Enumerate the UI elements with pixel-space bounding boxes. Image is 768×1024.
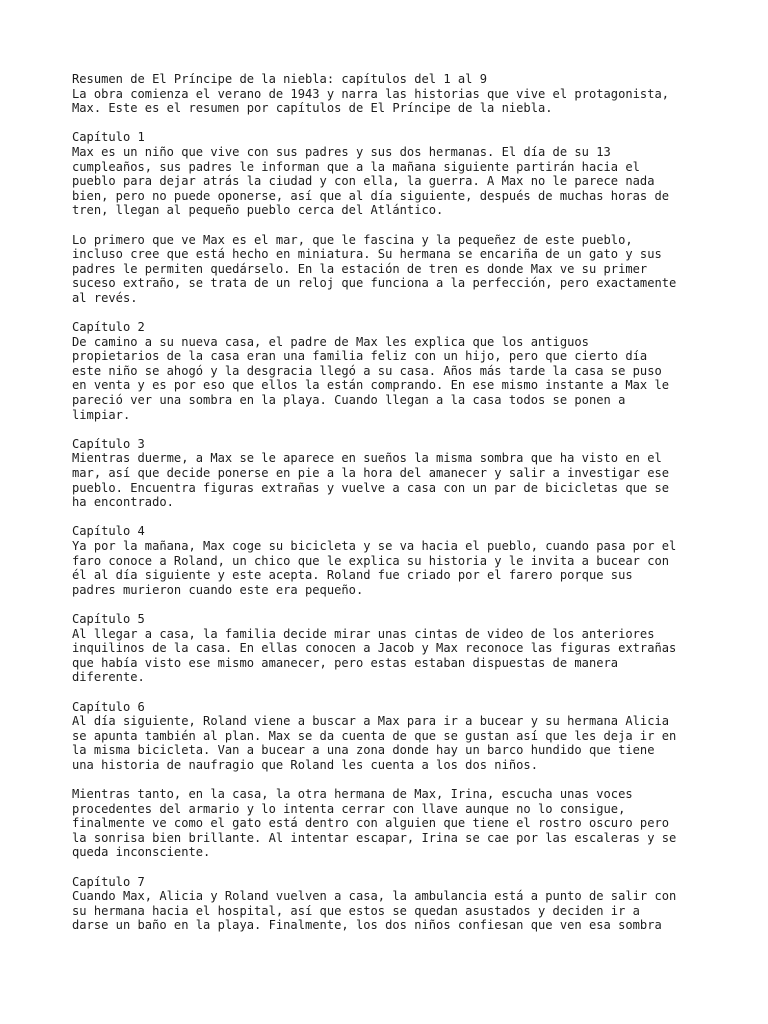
text-block — [72, 700, 712, 773]
text-line: darse un baño en la playa. Finalmente, los dos niños confiesan que ven esa sombra — [72, 918, 662, 933]
text-line: él al día siguiente y este acepta. Roland fue criado por el farero porque sus — [72, 568, 633, 583]
text-line: propietarios de la casa eran una familia feliz con un hijo, pero que cierto día — [72, 349, 648, 364]
document-page — [72, 72, 712, 948]
text-line: cumpleaños, sus padres le informan que a la mañana siguiente partirán hacia el — [72, 159, 640, 174]
text-line: padres murieron cuando este era pequeño. — [72, 582, 364, 597]
text-line: Max es un niño que vive con sus padres y sus dos hermanas. El día de su 13 — [72, 144, 611, 159]
text-line: diferente. — [72, 670, 145, 685]
text-line: incluso cree que está hecho en miniatura. Su hermana se encariña de un gato y sus — [72, 247, 662, 262]
text-line: Capítulo 6 — [72, 699, 145, 714]
text-block — [72, 787, 712, 860]
text-line: Ya por la mañana, Max coge su bicicleta y se va hacia el pueblo, cuando pasa por el — [72, 539, 677, 553]
text-block — [72, 130, 712, 218]
text-line: La obra comienza el verano de 1943 y narra las historias que vive el protagonista, — [72, 86, 670, 101]
text-line: Capítulo 4 — [72, 524, 145, 539]
text-line: pareció ver una sombra en la playa. Cuando llegan a la casa todos se ponen a — [72, 393, 626, 408]
text-line: se apunta también al plan. Max se da cuenta de que se gustan así que les deja ir en — [72, 728, 677, 743]
text-line: la sonrisa bien brillante. Al intentar escapar, Irina se cae por las escaleras y se — [72, 830, 677, 845]
text-line: en venta y es por eso que ellos la están comprando. En ese mismo instante a Max le — [72, 378, 670, 393]
text-line: una historia de naufragio que Roland les cuenta a los dos niños. — [72, 757, 538, 772]
text-line: tren, llegan al pequeño pueblo cerca del Atlántico. — [72, 203, 444, 218]
text-line: inquilinos de la casa. En ellas conocen a Jacob y Max reconoce las figuras extrañas — [72, 641, 677, 656]
text-line: queda inconsciente. — [72, 845, 211, 860]
text-line: Capítulo 5 — [72, 611, 145, 626]
text-line: mar, así que decide ponerse en pie a la hora del amanecer y salir a investigar ese — [72, 466, 670, 481]
text-line: limpiar. — [72, 407, 131, 422]
text-block — [72, 233, 712, 306]
text-line: la misma bicicleta. Van a bucear a una zona donde hay un barco hundido que tiene — [72, 743, 655, 758]
text-line: procedentes del armario y lo intenta cerrar con llave aunque no lo consigue, — [72, 801, 626, 816]
text-line: Resumen de El Príncipe de la niebla: capítulos del 1 al 9 — [72, 72, 488, 86]
text-line: finalmente ve como el gato está dentro con alguien que tiene el rostro oscuro pero — [72, 816, 670, 831]
text-line: faro conoce a Roland, un chico que le explica su historia y le invita a bucear con — [72, 553, 670, 568]
text-line: Max. Este es el resumen por capítulos de El Príncipe de la niebla. — [72, 101, 553, 116]
text-block — [72, 612, 712, 685]
text-line: pueblo. Encuentra figuras extrañas y vuelve a casa con un par de bicicletas que se — [72, 480, 670, 495]
text-line: Capítulo 7 — [72, 874, 145, 889]
text-line: Mientras tanto, en la casa, la otra hermana de Max, Irina, escucha unas voces — [72, 787, 633, 802]
text-block — [72, 524, 712, 597]
text-block — [72, 320, 712, 422]
text-line: Al día siguiente, Roland viene a buscar a Max para ir a bucear y su hermana Alicia — [72, 714, 670, 729]
text-line: suceso extraño, se trata de un reloj que funciona a la perfección, pero exactamente — [72, 276, 677, 291]
text-line: Capítulo 2 — [72, 320, 145, 335]
text-block — [72, 437, 712, 510]
text-block — [72, 875, 712, 933]
text-line: ha encontrado. — [72, 495, 174, 510]
text-line: al revés. — [72, 290, 138, 305]
text-line: este niño se ahogó y la desgracia llegó a su casa. Años más tarde la casa se puso — [72, 363, 662, 378]
text-line: que había visto ese mismo amanecer, pero estas estaban dispuestas de manera — [72, 655, 619, 670]
text-line: su hermana hacia el hospital, así que estos se quedan asustados y deciden ir a — [72, 903, 640, 918]
text-line: Capítulo 3 — [72, 436, 145, 451]
text-line: bien, pero no puede oponerse, así que al día siguiente, después de muchas horas de — [72, 188, 670, 203]
text-line: Mientras duerme, a Max se le aparece en sueños la misma sombra que ha visto en el — [72, 451, 662, 466]
text-line: Al llegar a casa, la familia decide mirar unas cintas de video de los anteriores — [72, 626, 655, 641]
text-line: padres le permiten quedárselo. En la estación de tren es donde Max ve su primer — [72, 261, 648, 276]
text-line: De camino a su nueva casa, el padre de Max les explica que los antiguos — [72, 334, 589, 349]
text-line: pueblo para dejar atrás la ciudad y con ella, la guerra. A Max no le parece nada — [72, 174, 655, 189]
text-line: Cuando Max, Alicia y Roland vuelven a casa, la ambulancia está a punto de salir con — [72, 889, 677, 904]
text-line: Lo primero que ve Max es el mar, que le fascina y la pequeñez de este pueblo, — [72, 232, 633, 247]
text-block — [72, 72, 712, 116]
text-line: Capítulo 1 — [72, 130, 145, 145]
